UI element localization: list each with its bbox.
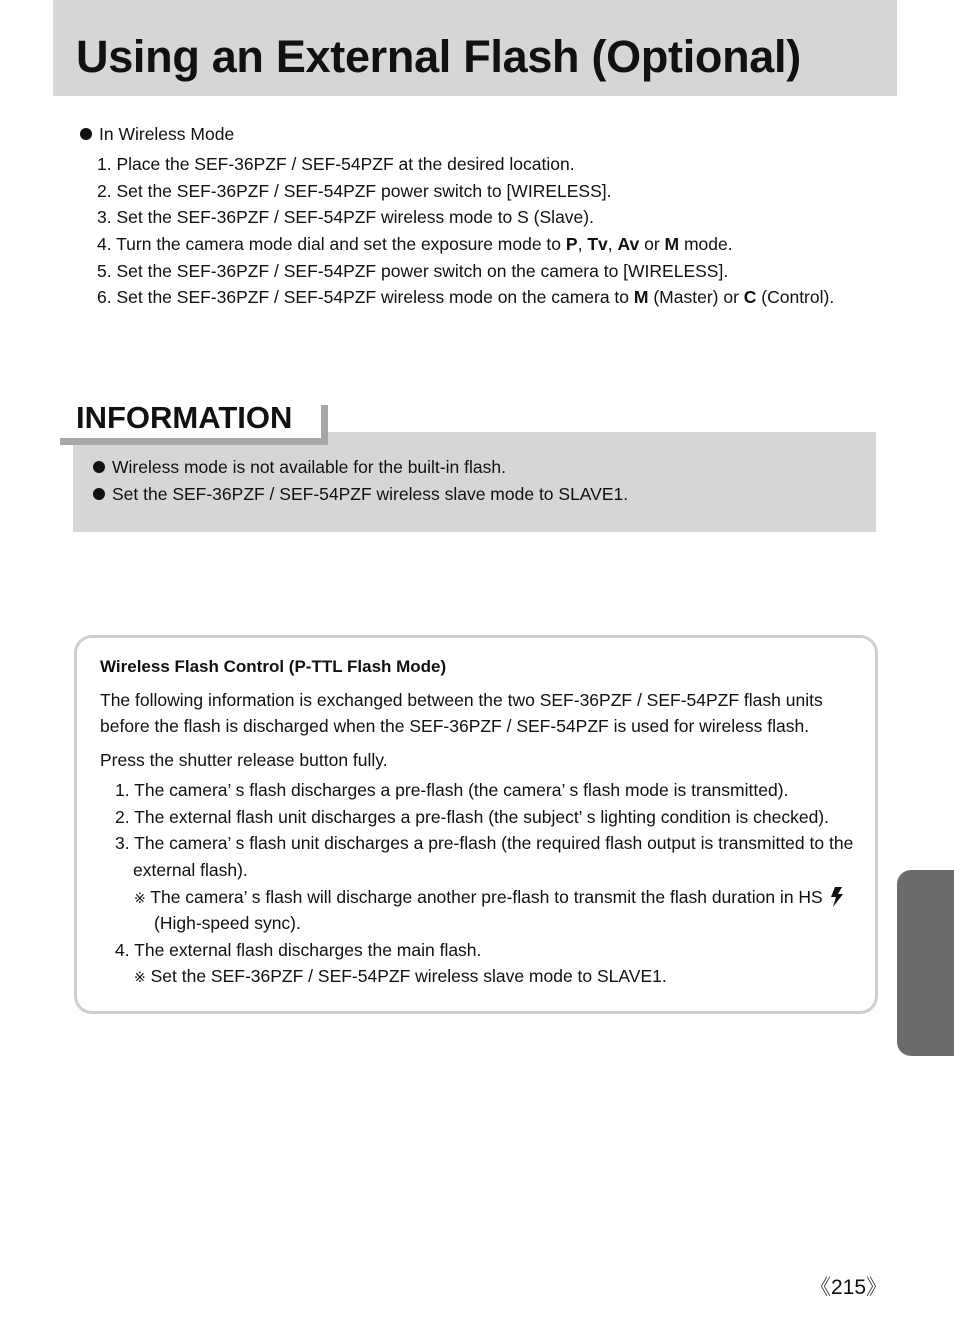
wireless-flash-control-panel [74,635,878,1014]
title-bar [53,0,897,96]
panel-step-3: 3. The camera’ s flash unit discharges a pre-flash (the required flash output is transmitted to the [115,833,854,853]
panel-step-4: 4. The external flash discharges the main flash. [115,940,482,960]
information-item: Wireless mode is not available for the built-in flash. [93,457,506,478]
information-tab [53,398,328,446]
bullet-icon [93,488,105,500]
bullet-icon [80,128,92,140]
panel-note-1-cont: (High-speed sync). [154,913,301,933]
panel-step-1: 1. The camera’ s flash discharges a pre-flash (the camera’ s flash mode is transmitted). [115,780,789,800]
panel-note-1: ※ The camera’ s flash will discharge another pre-flash to transmit the flash duration in HS [134,887,845,908]
step-3: 3. Set the SEF-36PZF / SEF-54PZF wireless mode to S (Slave). [97,207,594,227]
wireless-mode-lead: In Wireless Mode [78,124,234,145]
panel-step-2: 2. The external flash unit discharges a pre-flash (the subject’ s lighting condition is checked). [115,807,829,827]
step-6: 6. Set the SEF-36PZF / SEF-54PZF wireless mode on the camera to M (Master) or C (Control). [97,287,835,307]
chapter-side-tab [897,870,954,1056]
panel-note-2: ※ Set the SEF-36PZF / SEF-54PZF wireless slave mode to SLAVE1. [134,966,667,986]
information-item: Set the SEF-36PZF / SEF-54PZF wireless slave mode to SLAVE1. [93,484,628,505]
panel-paragraph-line: before the flash is discharged when the SEF-36PZF / SEF-54PZF is used for wireless flash. [100,716,810,736]
page-number: 《215》 [810,1276,888,1299]
information-heading: INFORMATION [76,400,293,435]
page-title: Using an External Flash (Optional) [76,31,801,82]
step-5: 5. Set the SEF-36PZF / SEF-54PZF power switch on the camera to [WIRELESS]. [97,261,729,281]
step-1: 1. Place the SEF-36PZF / SEF-54PZF at the desired location. [97,154,575,174]
panel-step-3-cont: external flash). [133,860,248,880]
bullet-icon [93,461,105,473]
note-mark: ※ [134,969,146,985]
step-2: 2. Set the SEF-36PZF / SEF-54PZF power switch to [WIRELESS]. [97,181,612,201]
panel-press-text: Press the shutter release button fully. [100,750,388,770]
step-4: 4. Turn the camera mode dial and set the exposure mode to P, Tv, Av or M mode. [97,234,733,254]
panel-paragraph-line: The following information is exchanged between the two SEF-36PZF / SEF-54PZF flash units [100,690,823,710]
panel-heading: Wireless Flash Control (P-TTL Flash Mode) [100,657,447,676]
flash-hs-icon [829,887,845,907]
note-mark: ※ [134,890,146,906]
information-box [73,432,876,532]
